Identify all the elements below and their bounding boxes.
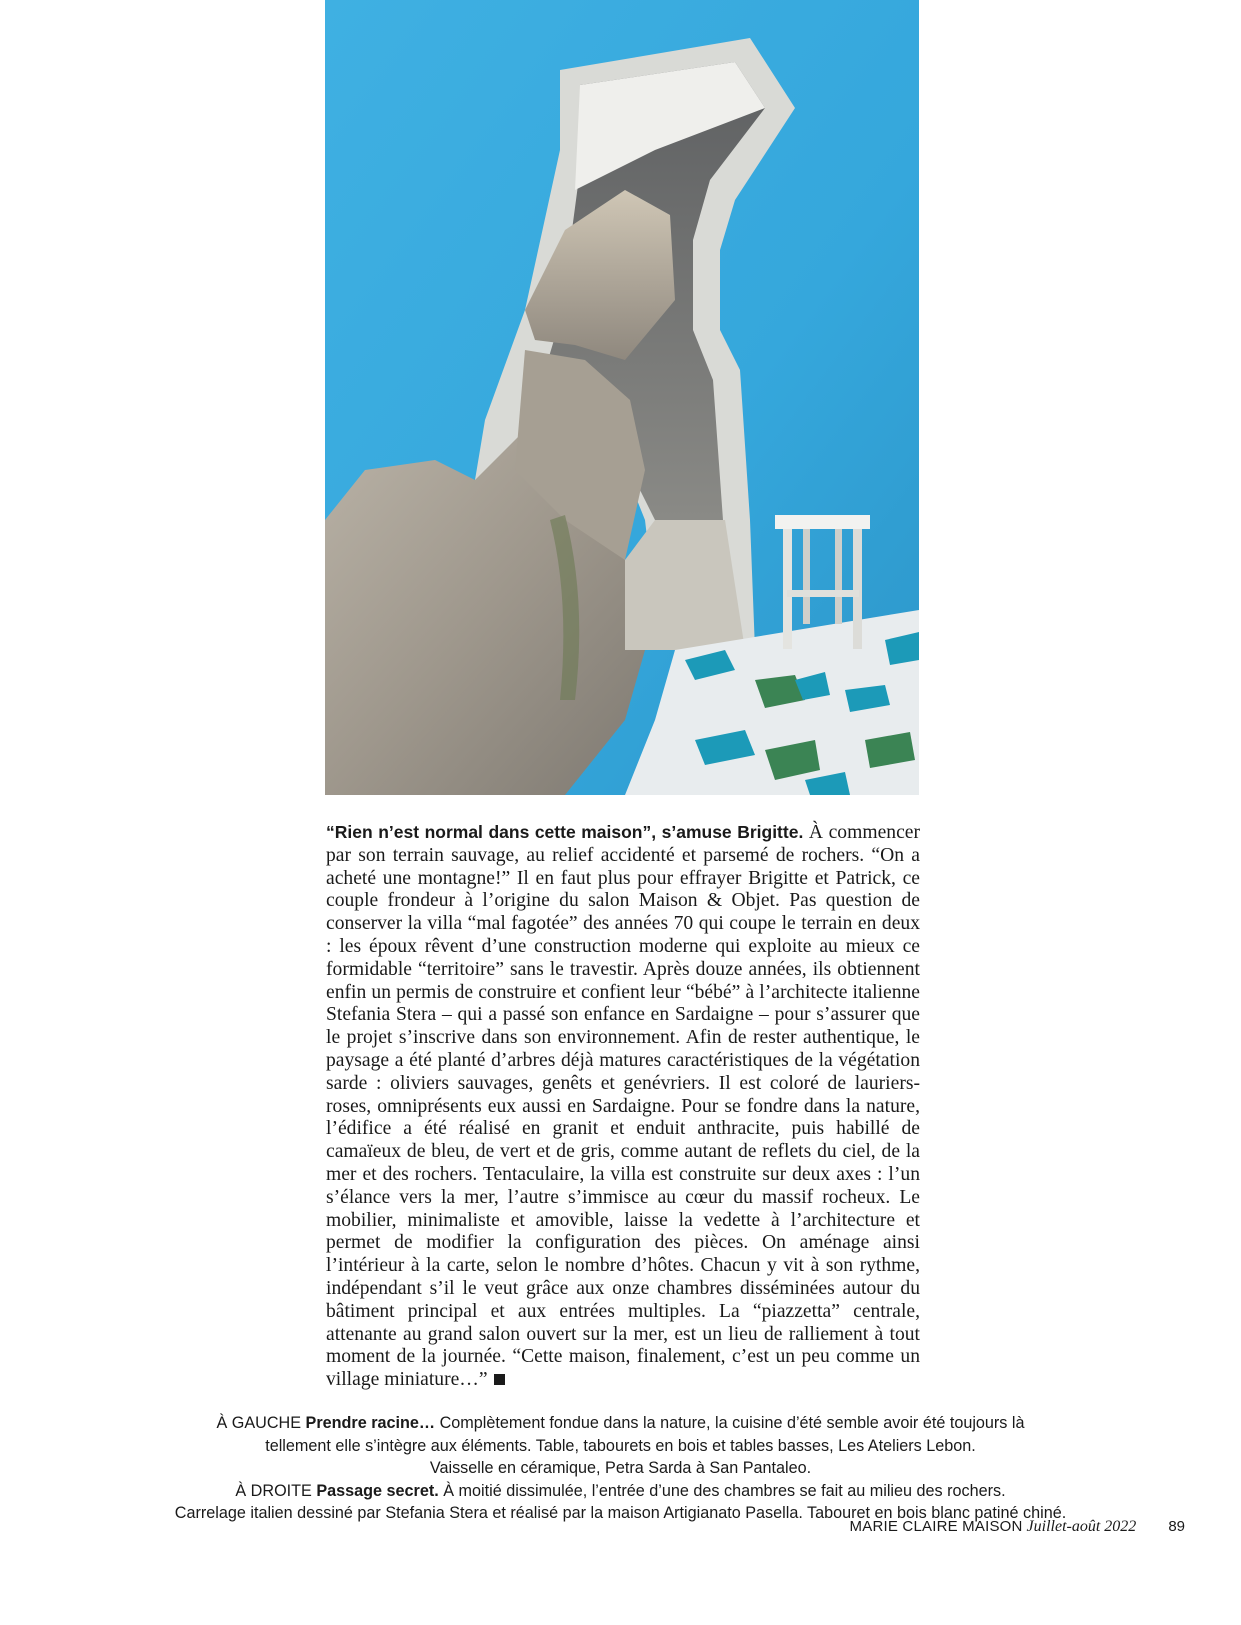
article-photo (325, 0, 919, 795)
issue-date: Juillet-août 2022 (1026, 1518, 1137, 1535)
article-lede: “Rien n’est normal dans cette maison”, s’amuse Brigitte. (326, 822, 804, 842)
caption-right-line1 (100, 1480, 1141, 1503)
caption-right-text1: À moitié dissimulée, l’entrée d’une des chambres se fait au milieu des rochers. (443, 1481, 1006, 1500)
caption-left-title: Prendre racine… (305, 1414, 436, 1432)
caption-right-prefix: À DROITE (235, 1481, 312, 1500)
caption-right-line2: Carrelage italien dessiné par Stefania Stera et réalisé par la maison Artigianato Pasella. Tabouret en bois blanc patiné chiné. (174, 1504, 1067, 1522)
magazine-name: MARIE CLAIRE MAISON (849, 1518, 1023, 1535)
caption-left-line3: Vaisselle en céramique, Petra Sarda à San Pantaleo. (429, 1459, 812, 1477)
caption-left-prefix: À GAUCHE (216, 1414, 302, 1432)
article-text: À commencer par son terrain sauvage, au relief accidenté et parsemé de rochers. “On a acheté une montagne!” Il en faut plus pour effrayer Brigitte et Patrick, ce couple frondeur à l’origine du salon Maison & Objet. Pas question de conserver la villa “mal fagotée” des années 70 qui coupe le terrain en deux : les époux rêvent d’une construction moderne qui exploite au mieux ce formidable “territoire” sans le travestir. Après douze années, ils obtiennent enfin un permis de construire et confient leur “bébé” à l’architecte italienne Stefania Stera – qui a passé son enfance en Sardaigne – pour s’assurer que le projet s’inscrive dans son environnement. Afin de rester authentique, le paysage a été planté d’arbres déjà matures caractéristiques de la végétation sarde : oliviers sauvages, genêts et genévriers. Il est coloré de lauriers-roses, omniprésents eux aussi en Sardaigne. Pour se fondre dans la nature, l’édifice a été réalisé en granit et enduit anthracite, puis habillé de camaïeux de bleu, de vert et de gris, comme autant de reflets du ciel, de la mer et des rochers. Tentaculaire, la villa est construite sur deux axes : l’un s’élance vers la mer, l’autre s’immisce au cœur du massif rocheux. Le mobilier, minimaliste et amovible, laisse la vedette à l’architecture et permet de modifier la configuration des pièces. On aménage ainsi l’intérieur à la carte, selon le nombre d’hôtes. Chacun y vit à son rythme, indépendant s’il le veut grâce aux onze chambres disséminées autour du bâtiment principal et aux entrées multiples. La “piazzetta” centrale, attenante au grand salon ouvert sur la mer, est un lieu de ralliement à tout moment de la journée. “Cette maison, finalement, c’est un peu comme un village miniature…” (326, 822, 920, 1391)
passage-photo-illustration (325, 0, 919, 795)
page-folio (850, 1518, 1185, 1536)
caption-left-text1: Complètement fondue dans la nature, la cuisine d’été semble avoir été toujours là (439, 1414, 1025, 1432)
caption-right-title: Passage secret. (316, 1481, 439, 1500)
caption-left-line2: tellement elle s’intègre aux éléments. Table, tabourets en bois et tables basses, Les Ateliers Lebon. (265, 1436, 976, 1455)
end-mark-icon (494, 1374, 505, 1385)
article-body (326, 821, 920, 1392)
page-number: 89 (1168, 1518, 1185, 1535)
caption-left-line1 (100, 1412, 1141, 1435)
photo-captions (100, 1412, 1141, 1525)
